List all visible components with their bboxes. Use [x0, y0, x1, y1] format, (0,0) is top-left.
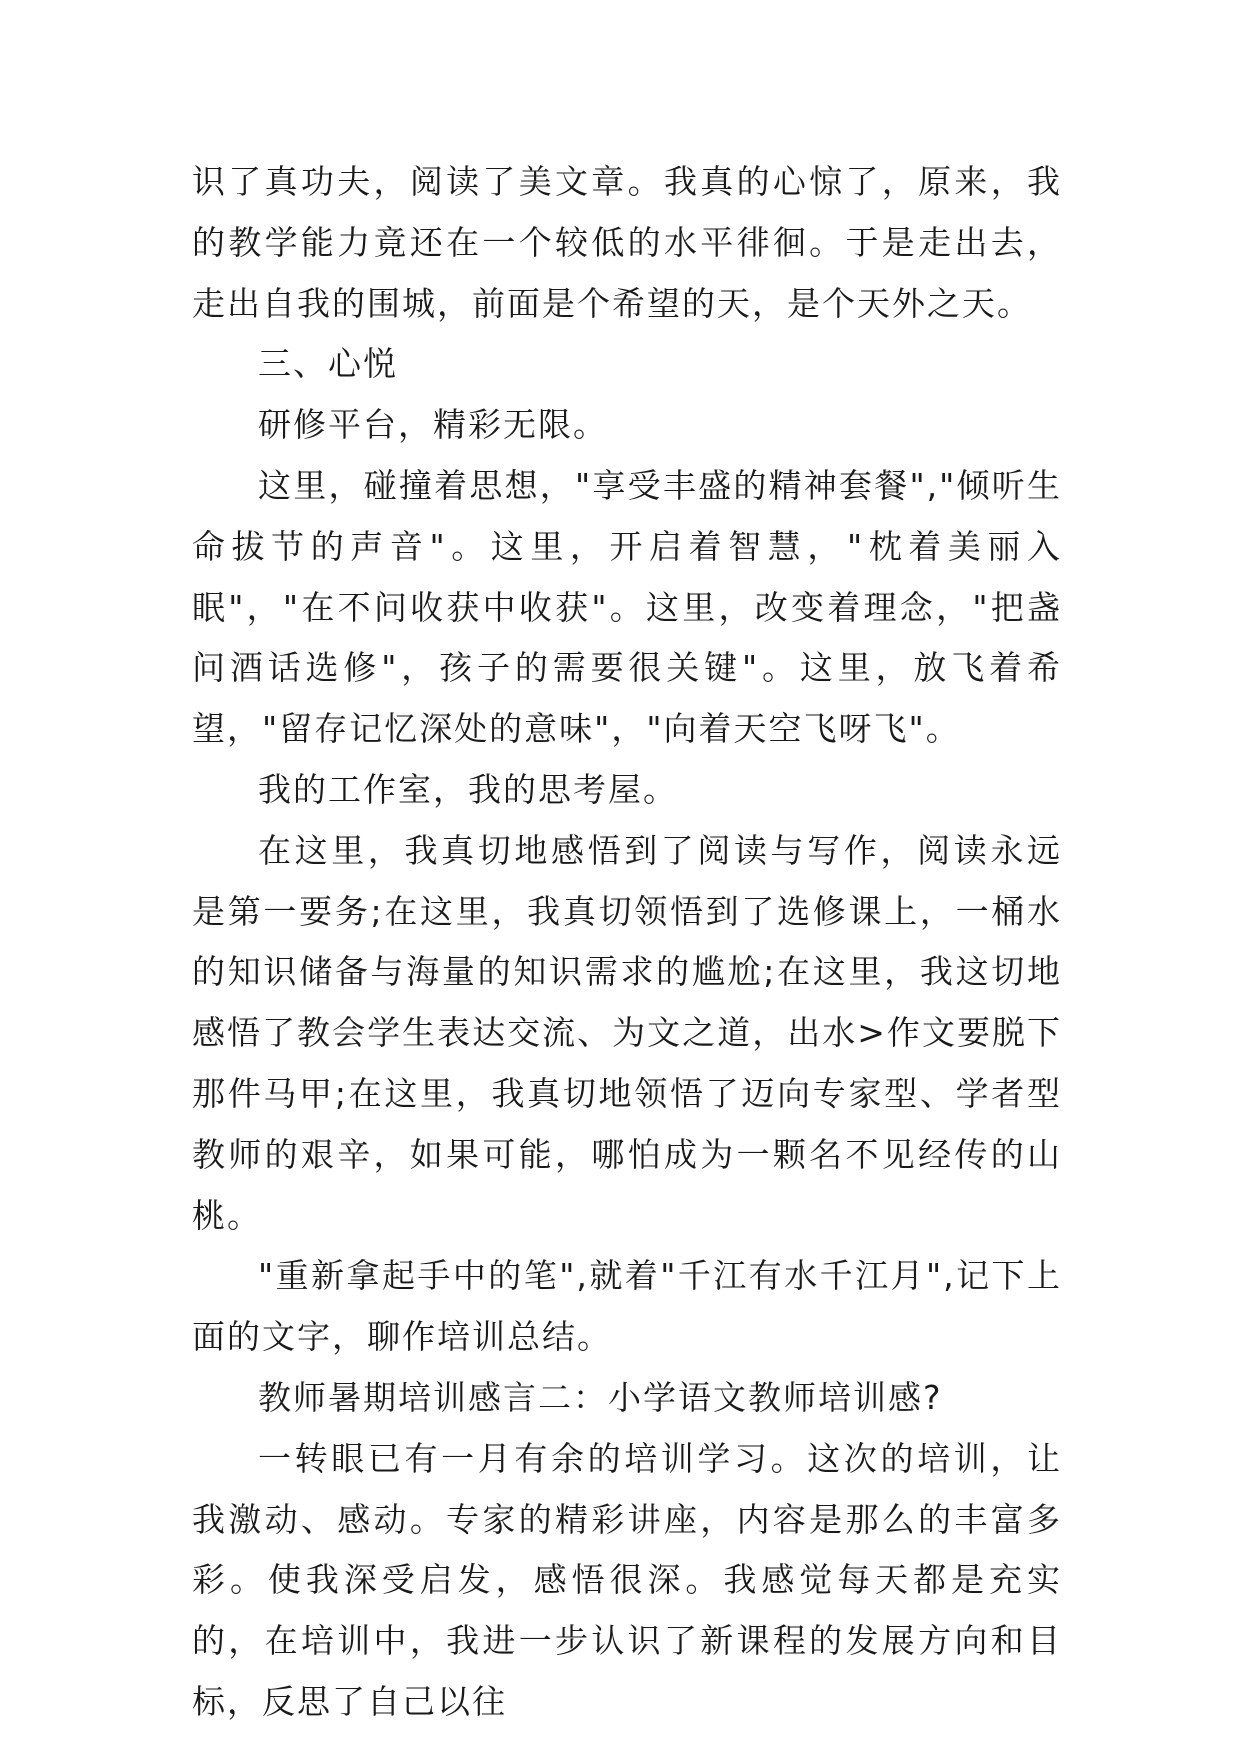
- paragraph: 这里，碰撞着思想，"享受丰盛的精神套餐","倾听生命拔节的声音"。这里，开启着智慧，"枕着美丽入眠"，"在不问收获中收获"。这里，改变着理念，"把盏问酒话选修"，孩子的需要很关键"。这里，放飞着希望，"留存记忆深处的意味"，"向着天空飞呀飞"。: [192, 465, 1062, 749]
- article-title: 教师暑期培训感言二：小学语文教师培训感?: [258, 1377, 943, 1417]
- paragraph: 我的工作室，我的思考屋。: [258, 769, 678, 809]
- document-body: [192, 152, 1062, 1733]
- paragraph: 在这里，我真切地感悟到了阅读与写作，阅读永远是第一要务;在这里，我真切领悟到了选修课上，一桶水的知识储备与海量的知识需求的尴尬;在这里，我这切地感悟了教会学生表达交流、为文之道，出水>作文要脱下那件马甲;在这里，我真切地领悟了迈向专家型、学者型教师的艰辛，如果可能，哪怕成为一颗名不见经传的山桃。: [192, 830, 1062, 1235]
- section-heading: 三、心悦: [258, 344, 398, 384]
- paragraph: "重新拿起手中的笔",就着"千江有水千江月",记下上面的文字，聊作培训总结。: [192, 1256, 1062, 1357]
- paragraph-continued: 识了真功夫，阅读了美文章。我真的心惊了，原来，我的教学能力竟还在一个较低的水平徘徊。于是走出去，走出自我的围城，前面是个希望的天，是个天外之天。: [192, 162, 1062, 323]
- paragraph: 一转眼已有一月有余的培训学习。这次的培训，让我激动、感动。专家的精彩讲座，内容是那么的丰富多彩。使我深受启发，感悟很深。我感觉每天都是充实的，在培训中，我进一步认识了新课程的发展方向和目标，反思了自己以往: [192, 1438, 1062, 1721]
- paragraph: 研修平台，精彩无限。: [258, 405, 608, 445]
